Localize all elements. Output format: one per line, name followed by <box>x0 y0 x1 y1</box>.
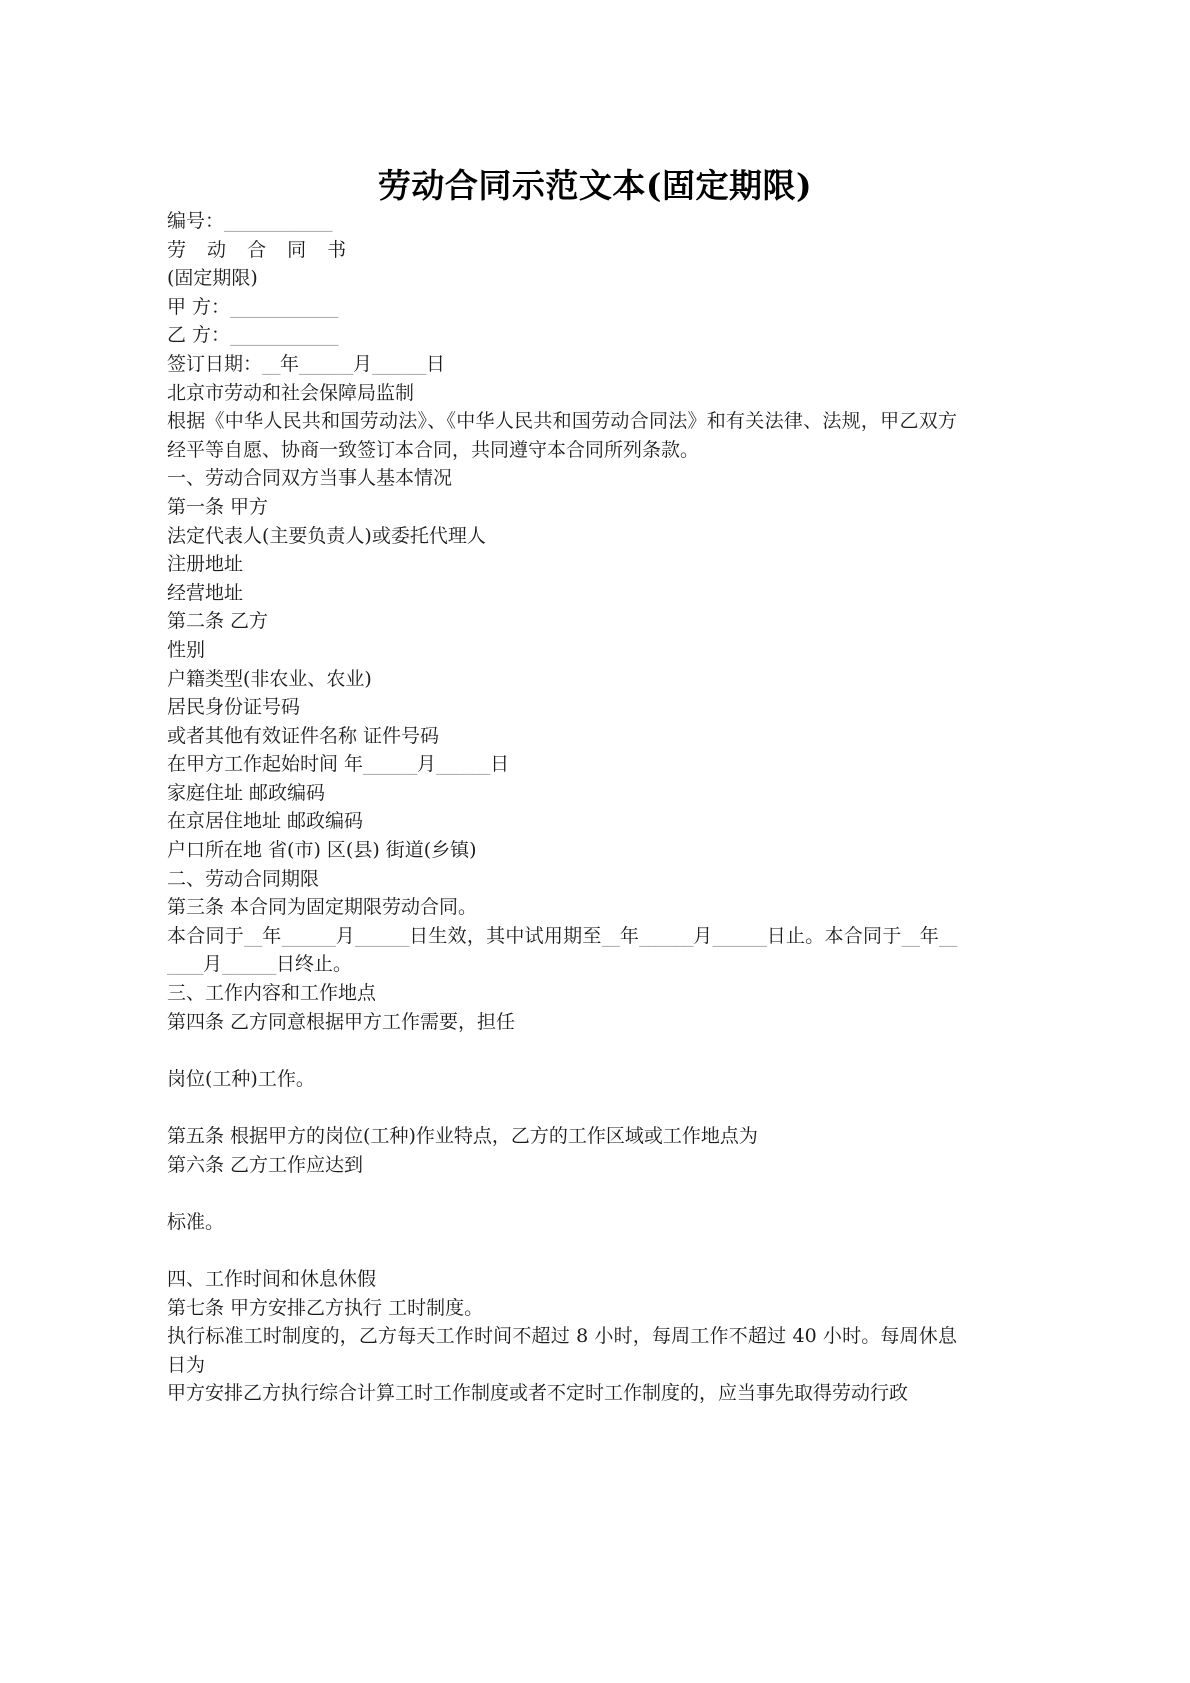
line-section-4-heading: 四、工作时间和休息休假 <box>167 1267 377 1290</box>
line-article-4: 第四条 乙方同意根据甲方工作需要，担任 <box>167 1010 516 1033</box>
line-spacer-3 <box>167 1179 957 1208</box>
blank-fill-rule: ______ <box>222 953 277 976</box>
line-beijing-address: 在京居住地址 邮政编码 <box>167 810 364 833</box>
blank-fill-rule: ______ <box>281 924 336 947</box>
line-business-address: 经营地址 <box>167 581 244 604</box>
line-article-6: 第六条 乙方工作应达到 <box>167 1153 364 1176</box>
line-position-work: 岗位(工种)工作。 <box>167 1067 315 1090</box>
line-home-address: 家庭住址 邮政编码 <box>167 781 326 804</box>
line-contract-term-detail: 本合同于__年______月______日生效，其中试用期至__年______月______日止。本合同于__年______月______日终止。 <box>167 924 957 976</box>
line-serial-number: 编号：____________ <box>167 210 333 232</box>
line-spacer-1 <box>167 1036 957 1065</box>
line-article-1: 第一条 甲方 <box>167 495 269 518</box>
line-article-3: 第三条 本合同为固定期限劳动合同。 <box>167 896 478 919</box>
blank-fill-rule: ______ <box>363 753 418 776</box>
blank-fill-rule: ______ <box>436 753 491 776</box>
line-standard: 标准。 <box>167 1210 225 1233</box>
line-section-3-heading: 三、工作内容和工作地点 <box>167 982 377 1005</box>
line-article-2: 第二条 乙方 <box>167 610 269 633</box>
blank-fill-rule: __ <box>243 924 262 947</box>
line-section-2-heading: 二、劳动合同期限 <box>167 867 320 890</box>
document-body <box>167 207 957 1408</box>
blank-fill-rule: ____________ <box>230 295 339 318</box>
line-legal-representative: 法定代表人(主要负责人)或委托代理人 <box>167 524 486 547</box>
line-household-location: 户口所在地 省(市) 区(县) 街道(乡镇) <box>167 839 477 862</box>
blank-fill-rule: ______ <box>372 352 427 375</box>
blank-fill-rule: ____________ <box>224 210 333 232</box>
blank-fill-rule: ______ <box>712 924 767 947</box>
line-start-work-date: 在甲方工作起始时间 年______月______日 <box>167 753 510 776</box>
page-title: 劳动合同示范文本(固定期限) <box>377 166 813 206</box>
line-article-5: 第五条 根据甲方的岗位(工种)作业特点，乙方的工作区域或工作地点为 <box>167 1125 758 1147</box>
line-issuing-authority: 北京市劳动和社会保障局监制 <box>167 381 415 404</box>
blank-fill-rule: ______ <box>639 924 694 947</box>
blank-fill-rule: __ <box>901 924 920 947</box>
line-signing-date-field: 签订日期：__年______月______日 <box>167 352 446 375</box>
line-party-a-field: 甲 方：____________ <box>167 295 339 318</box>
line-preamble: 根据《中华人民共和国劳动法》、《中华人民共和国劳动合同法》和有关法律、法规，甲乙双方经平等自愿、协商一致签订本合同，共同遵守本合同所列条款。 <box>167 410 957 461</box>
line-id-card-number: 居民身份证号码 <box>167 696 301 719</box>
line-party-b-field: 乙 方：____________ <box>167 324 339 347</box>
blank-fill-rule: ______ <box>354 924 409 947</box>
line-spacer-4 <box>167 1236 957 1265</box>
blank-fill-rule: __ <box>262 352 281 375</box>
blank-fill-rule: ____________ <box>230 324 339 347</box>
line-comprehensive-hours: 甲方安排乙方执行综合计算工时工作制度或者不定时工作制度的，应当事先取得劳动行政 <box>167 1382 909 1405</box>
line-contract-subheading: (固定期限) <box>167 267 258 290</box>
line-standard-hours: 执行标准工时制度的，乙方每天工作时间不超过 8 小时，每周工作不超过 40 小时。每周休息日为 <box>167 1325 957 1376</box>
line-section-1-heading: 一、劳动合同双方当事人基本情况 <box>167 467 453 490</box>
line-household-type: 户籍类型(非农业、农业) <box>167 667 372 690</box>
line-contract-heading: 劳 动 合 同 书 <box>167 238 354 261</box>
line-article-7: 第七条 甲方安排乙方执行 工时制度。 <box>167 1296 484 1319</box>
line-registered-address: 注册地址 <box>167 553 244 576</box>
blank-fill-rule: ______ <box>167 924 957 976</box>
blank-fill-rule: __ <box>601 924 620 947</box>
line-spacer-2 <box>167 1093 957 1122</box>
blank-fill-rule: ______ <box>299 352 354 375</box>
line-gender: 性别 <box>167 638 206 661</box>
line-other-id-document: 或者其他有效证件名称 证件号码 <box>167 724 440 747</box>
